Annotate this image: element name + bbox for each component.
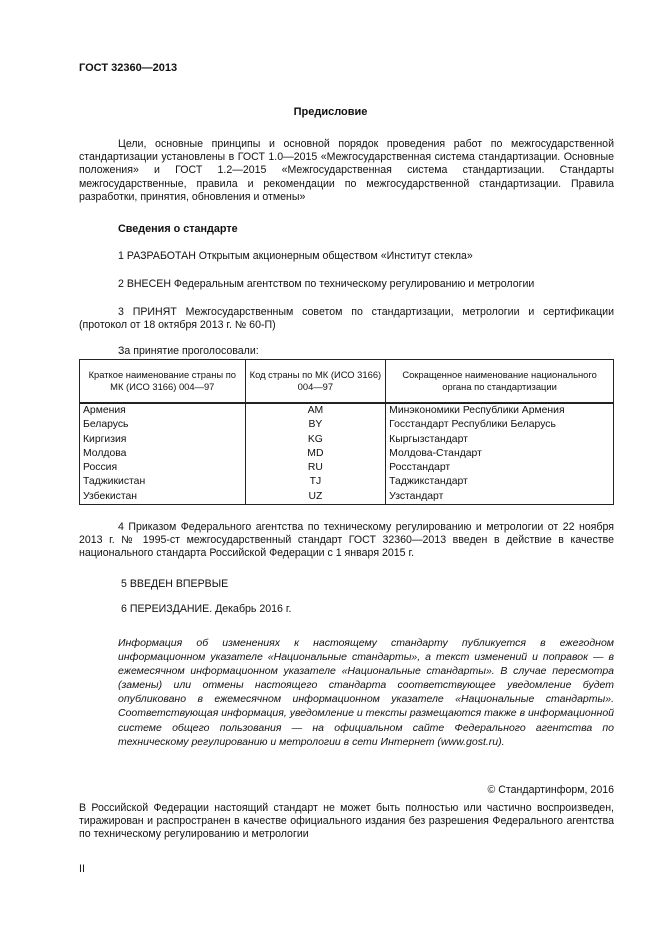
table-row [80, 490, 614, 505]
code-cell: AM [245, 403, 386, 418]
page-number: II [79, 863, 85, 875]
code-cell: UZ [245, 490, 386, 505]
info-item-1: 1 РАЗРАБОТАН Открытым акционерным обществом «Институт стекла» [118, 250, 473, 262]
country-cell: Россия [80, 461, 246, 475]
code-cell: KG [245, 433, 386, 447]
code-cell: MD [245, 447, 386, 461]
info-item-6: 6 ПЕРЕИЗДАНИЕ. Декабрь 2016 г. [121, 603, 292, 615]
country-cell: Киргизия [80, 433, 246, 447]
info-item-5: 5 ВВЕДЕН ВПЕРВЫЕ [121, 578, 229, 590]
country-cell: Узбекистан [80, 490, 246, 505]
country-cell: Таджикистан [80, 475, 246, 489]
table-row [80, 403, 614, 418]
column-header-country: Краткое наименование страны по МК (ИСО 3166) 004—97 [80, 360, 246, 404]
info-item-2: 2 ВНЕСЕН Федеральным агентством по техническому регулированию и метрологии [118, 278, 535, 290]
info-item-4: 4 Приказом Федерального агентства по техническому регулированию и метрологии от 22 ноября 2013 г. № 1995-ст межгосударственный стандарт ГОСТ 32360—2013 введен в действие в качестве национального стандарта Российской Федерации с 1 января 2015 г. [79, 521, 614, 560]
table-row [80, 418, 614, 432]
column-header-code: Код страны по МК (ИСО 3166) 004—97 [245, 360, 386, 404]
body-cell: Таджикстандарт [386, 475, 614, 489]
preface-title: Предисловие [293, 106, 368, 118]
table-row [80, 475, 614, 489]
body-cell: Молдова-Стандарт [386, 447, 614, 461]
voted-label: За принятие проголосовали: [118, 345, 259, 357]
table-header-row [80, 360, 614, 404]
document-code: ГОСТ 32360—2013 [79, 62, 178, 74]
copyright: © Стандартинформ, 2016 [487, 784, 614, 796]
body-cell: Госстандарт Республики Беларусь [386, 418, 614, 432]
table-row [80, 433, 614, 447]
code-cell: RU [245, 461, 386, 475]
code-cell: TJ [245, 475, 386, 489]
column-header-body: Сокращенное наименование национального органа по стандартизации [386, 360, 614, 404]
body-cell: Росстандарт [386, 461, 614, 475]
votes-table [79, 359, 614, 505]
table-row [80, 461, 614, 475]
standard-info-heading: Сведения о стандарте [118, 223, 238, 235]
country-cell: Молдова [80, 447, 246, 461]
code-cell: BY [245, 418, 386, 432]
country-cell: Армения [80, 403, 246, 418]
table-row [80, 447, 614, 461]
changes-information: Информация об изменениях к настоящему стандарту публикуется в ежегодном информационном указателе «Национальные стандарты», а текст изменений и поправок — в ежемесячном информационном указателе «Национальные стандарты». В случае пересмотра (замены) или отмены настоящего стандарта соответствующее уведомление будет опубликовано в ежемесячном информационном указателе «Национальные стандарты». Соответствующая информация, уведомление и тексты размещаются также в информационной системе общего пользования — на официальном сайте Федерального агентства по техническому регулированию и метрологии в сети Интернет (www.gost.ru). [118, 637, 614, 748]
info-item-3: 3 ПРИНЯТ Межгосударственным советом по стандартизации, метрологии и сертификации (протокол от 18 октября 2013 г. № 60-П) [79, 306, 614, 332]
country-cell: Беларусь [80, 418, 246, 432]
body-cell: Кыргызстандарт [386, 433, 614, 447]
preface-intro: Цели, основные принципы и основной порядок проведения работ по межгосударственной стандартизации установлены в ГОСТ 1.0—2015 «Межгосударственная система стандартизации. Основные положения» и ГОСТ 1.2—2015 «Межгосударственная система стандартизации. Стандарты межгосударственные, правила и рекомендации по межгосударственной стандартизации. Правила разработки, принятия, обновления и отмены» [79, 138, 614, 203]
reproduction-notice: В Российской Федерации настоящий стандарт не может быть полностью или частично воспроизведен, тиражирован и распространен в качестве официального издания без разрешения Федерального агентства по техническому регулированию и метрологии [79, 802, 614, 841]
body-cell: Минэкономики Республики Армения [386, 403, 614, 418]
body-cell: Узстандарт [386, 490, 614, 505]
